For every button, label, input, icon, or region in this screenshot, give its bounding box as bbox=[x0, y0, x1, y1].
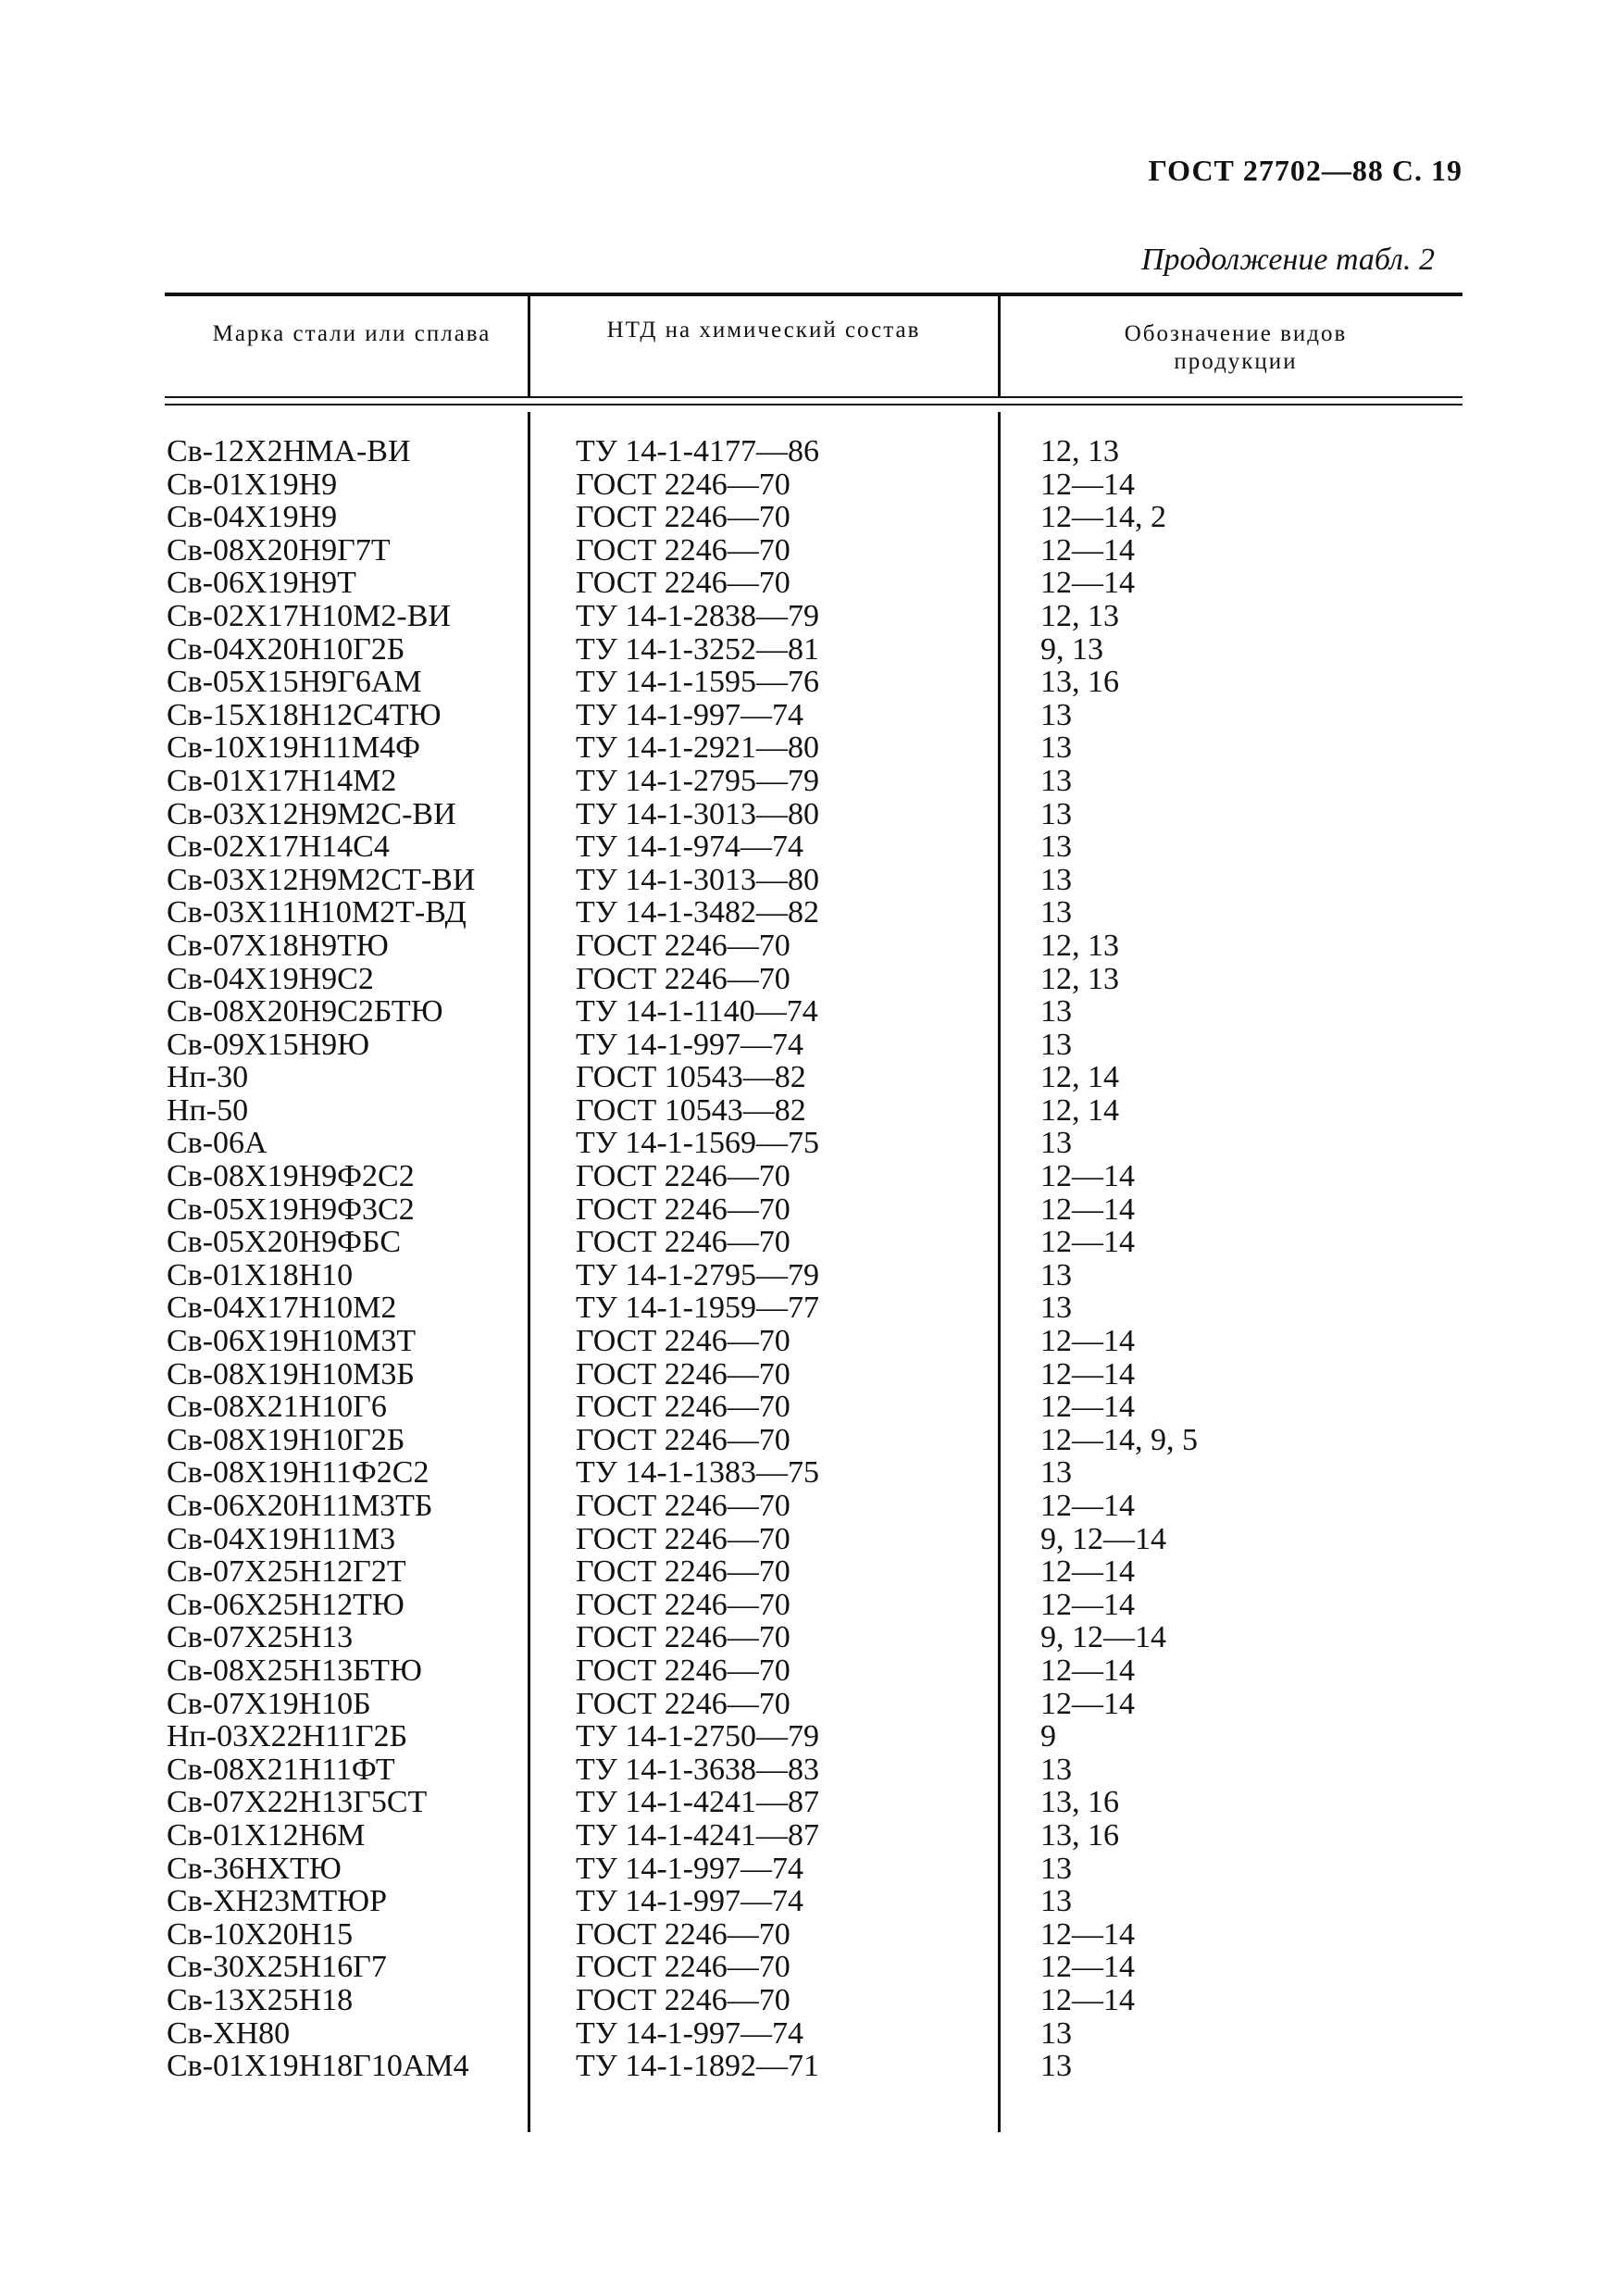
product-types-cell: 12—14 bbox=[1040, 467, 1135, 502]
product-types-cell: 13 bbox=[1040, 862, 1072, 897]
product-types-cell: 12—14 bbox=[1040, 1324, 1135, 1359]
column-divider-1-head bbox=[528, 296, 530, 396]
ntd-cell: ТУ 14-1-4241—87 bbox=[576, 1785, 819, 1820]
grade-cell: Св-06Х20Н11М3ТБ bbox=[167, 1489, 433, 1523]
product-types-cell: 13 bbox=[1040, 830, 1072, 865]
product-types-cell: 13 bbox=[1040, 895, 1072, 930]
product-types-cell: 12—14 bbox=[1040, 1686, 1135, 1721]
grade-cell: Св-30Х25Н16Г7 bbox=[167, 1950, 387, 1985]
ntd-cell: ТУ 14-1-3013—80 bbox=[576, 862, 819, 897]
ntd-cell: ТУ 14-1-2750—79 bbox=[576, 1719, 819, 1754]
ntd-cell: ТУ 14-1-1569—75 bbox=[576, 1126, 819, 1161]
ntd-cell: ГОСТ 2246—70 bbox=[576, 1982, 790, 2017]
ntd-cell: ГОСТ 2246—70 bbox=[576, 1620, 790, 1655]
product-types-cell: 12—14 bbox=[1040, 566, 1135, 601]
ntd-cell: ТУ 14-1-997—74 bbox=[576, 1851, 803, 1886]
column-divider-2-head bbox=[998, 296, 1001, 396]
product-types-cell: 13 bbox=[1040, 763, 1072, 798]
ntd-cell: ГОСТ 2246—70 bbox=[576, 467, 790, 502]
grade-cell: Нп-03Х22Н11Г2Б bbox=[167, 1719, 408, 1754]
product-types-column bbox=[1040, 435, 1457, 2083]
product-types-cell: 13 bbox=[1040, 1027, 1072, 1062]
product-types-cell: 12—14 bbox=[1040, 532, 1135, 568]
product-types-cell: 13 bbox=[1040, 1291, 1072, 1326]
product-types-cell: 12, 13 bbox=[1040, 961, 1119, 996]
grade-cell: Св-05Х15Н9Г6АМ bbox=[167, 665, 422, 700]
ntd-column bbox=[576, 435, 983, 2083]
product-types-cell: 9, 12—14 bbox=[1040, 1521, 1166, 1556]
product-types-cell: 12—14 bbox=[1040, 1587, 1135, 1622]
product-types-cell: 12, 13 bbox=[1040, 598, 1119, 633]
ntd-cell: ТУ 14-1-997—74 bbox=[576, 1884, 803, 1919]
product-types-cell: 13 bbox=[1040, 2049, 1072, 2084]
ntd-cell: ГОСТ 2246—70 bbox=[576, 1356, 790, 1391]
ntd-cell: ГОСТ 10543—82 bbox=[576, 1092, 806, 1128]
grade-cell: Св-01Х17Н14М2 bbox=[167, 763, 397, 798]
grade-cell: Св-02Х17Н10М2-ВИ bbox=[167, 598, 451, 633]
ntd-cell: ТУ 14-1-2795—79 bbox=[576, 763, 819, 798]
product-types-cell: 13, 16 bbox=[1040, 665, 1119, 700]
product-types-cell: 9, 13 bbox=[1040, 631, 1103, 667]
ntd-cell: ТУ 14-1-1959—77 bbox=[576, 1291, 819, 1326]
ntd-cell: ГОСТ 2246—70 bbox=[576, 1225, 790, 1260]
grade-cell: Св-05Х20Н9ФБС bbox=[167, 1225, 401, 1260]
grade-cell: Св-08Х25Н13БТЮ bbox=[167, 1653, 422, 1688]
product-types-cell: 12—14 bbox=[1040, 1982, 1135, 2017]
product-types-cell: 13, 16 bbox=[1040, 1817, 1119, 1853]
grade-cell: Св-08Х19Н11Ф2С2 bbox=[167, 1455, 429, 1491]
product-types-cell: 12—14 bbox=[1040, 1554, 1135, 1590]
product-types-cell: 12, 14 bbox=[1040, 1092, 1119, 1128]
ntd-cell: ТУ 14-1-1595—76 bbox=[576, 665, 819, 700]
product-types-cell: 12—14 bbox=[1040, 1916, 1135, 1952]
table-top-rule bbox=[165, 293, 1462, 296]
grade-cell: Св-06Х19Н9Т bbox=[167, 566, 356, 601]
ntd-cell: ГОСТ 2246—70 bbox=[576, 1587, 790, 1622]
product-types-cell: 13 bbox=[1040, 1257, 1072, 1292]
product-types-cell: 12—14, 9, 5 bbox=[1040, 1422, 1198, 1457]
grade-cell: Св-04Х19Н11М3 bbox=[167, 1521, 396, 1556]
grade-cell: Св-02Х17Н14С4 bbox=[167, 830, 390, 865]
grade-cell: Св-04Х20Н10Г2Б bbox=[167, 631, 405, 667]
grade-cell: Св-01Х19Н18Г10АМ4 bbox=[167, 2049, 469, 2084]
grade-cell: Св-01Х12Н6М bbox=[167, 1817, 366, 1853]
ntd-cell: ГОСТ 2246—70 bbox=[576, 566, 790, 601]
grade-cell: Св-06Х25Н12ТЮ bbox=[167, 1587, 404, 1622]
ntd-cell: ТУ 14-1-3638—83 bbox=[576, 1752, 819, 1787]
product-types-cell: 13 bbox=[1040, 1851, 1072, 1886]
product-types-cell: 13 bbox=[1040, 1455, 1072, 1491]
grade-cell: Св-ХН23МТЮР bbox=[167, 1884, 388, 1919]
grade-cell: Св-10Х19Н11М4Ф bbox=[167, 730, 420, 766]
column-divider-1-body bbox=[528, 412, 530, 2132]
ntd-cell: ТУ 14-1-1383—75 bbox=[576, 1455, 819, 1491]
ntd-cell: ТУ 14-1-3013—80 bbox=[576, 796, 819, 831]
grade-cell: Св-04Х19Н9С2 bbox=[167, 961, 374, 996]
ntd-cell: ТУ 14-1-3252—81 bbox=[576, 631, 819, 667]
ntd-cell: ТУ 14-1-1892—71 bbox=[576, 2049, 819, 2084]
product-types-cell: 13 bbox=[1040, 1884, 1072, 1919]
grade-cell: Св-08Х21Н10Г6 bbox=[167, 1390, 387, 1425]
product-types-cell: 12—14, 2 bbox=[1040, 500, 1166, 535]
product-types-cell: 13 bbox=[1040, 730, 1072, 766]
ntd-cell: ГОСТ 2246—70 bbox=[576, 1324, 790, 1359]
ntd-cell: ГОСТ 2246—70 bbox=[576, 1192, 790, 1227]
grade-cell: Св-03Х12Н9М2СТ-ВИ bbox=[167, 862, 476, 897]
grade-cell: Св-08Х20Н9С2БТЮ bbox=[167, 994, 443, 1029]
product-types-cell: 13 bbox=[1040, 697, 1072, 732]
ntd-cell: ГОСТ 2246—70 bbox=[576, 1422, 790, 1457]
grade-cell: Нп-30 bbox=[167, 1060, 249, 1095]
grade-cell: Св-12Х2НМА-ВИ bbox=[167, 434, 411, 468]
product-types-cell: 12—14 bbox=[1040, 1159, 1135, 1194]
grade-column bbox=[167, 435, 523, 2083]
header-bottom-rule-1 bbox=[165, 396, 1462, 398]
ntd-cell: ТУ 14-1-1140—74 bbox=[576, 994, 818, 1029]
ntd-cell: ГОСТ 2246—70 bbox=[576, 1521, 790, 1556]
ntd-cell: ГОСТ 2246—70 bbox=[576, 1950, 790, 1985]
product-types-cell: 13 bbox=[1040, 994, 1072, 1029]
ntd-cell: ТУ 14-1-2838—79 bbox=[576, 598, 819, 633]
grade-cell: Св-08Х19Н10Г2Б bbox=[167, 1422, 405, 1457]
ntd-cell: ТУ 14-1-4241—87 bbox=[576, 1817, 819, 1853]
product-types-cell: 12—14 bbox=[1040, 1356, 1135, 1391]
product-types-cell: 12—14 bbox=[1040, 1390, 1135, 1425]
ntd-cell: ГОСТ 2246—70 bbox=[576, 1554, 790, 1590]
grade-cell: Св-03Х11Н10М2Т-ВД bbox=[167, 895, 467, 930]
column-header-ntd: НТД на химический состав bbox=[606, 318, 921, 343]
product-types-cell: 12—14 bbox=[1040, 1950, 1135, 1985]
product-types-cell: 12, 14 bbox=[1040, 1060, 1119, 1095]
grade-cell: Св-04Х17Н10М2 bbox=[167, 1291, 397, 1326]
grade-cell: Нп-50 bbox=[167, 1092, 249, 1128]
grade-cell: Св-09Х15Н9Ю bbox=[167, 1027, 370, 1062]
grade-cell: Св-05Х19Н9Ф3С2 bbox=[167, 1192, 415, 1227]
product-types-cell: 13, 16 bbox=[1040, 1785, 1119, 1820]
product-types-cell: 12—14 bbox=[1040, 1489, 1135, 1523]
table-continuation-caption: Продолжение табл. 2 bbox=[1140, 243, 1435, 277]
ntd-cell: ГОСТ 2246—70 bbox=[576, 961, 790, 996]
ntd-cell: ТУ 14-1-2921—80 bbox=[576, 730, 819, 766]
grade-cell: Св-08Х19Н9Ф2С2 bbox=[167, 1159, 415, 1194]
ntd-cell: ГОСТ 2246—70 bbox=[576, 500, 790, 535]
grade-cell: Св-15Х18Н12С4ТЮ bbox=[167, 697, 442, 732]
grade-cell: Св-04Х19Н9 bbox=[167, 500, 338, 535]
product-types-cell: 12—14 bbox=[1040, 1653, 1135, 1688]
ntd-cell: ТУ 14-1-2795—79 bbox=[576, 1257, 819, 1292]
grade-cell: Св-08Х21Н11ФТ bbox=[167, 1752, 395, 1787]
product-types-cell: 12, 13 bbox=[1040, 928, 1119, 963]
grade-cell: Св-06Х19Н10М3Т bbox=[167, 1324, 417, 1359]
grade-cell: Св-08Х20Н9Г7Т bbox=[167, 532, 391, 568]
product-types-cell: 12—14 bbox=[1040, 1225, 1135, 1260]
product-types-cell: 12, 13 bbox=[1040, 434, 1119, 468]
product-types-cell: 12—14 bbox=[1040, 1192, 1135, 1227]
product-types-cell: 13 bbox=[1040, 1126, 1072, 1161]
ntd-cell: ТУ 14-1-4177—86 bbox=[576, 434, 819, 468]
grade-cell: Св-07Х18Н9ТЮ bbox=[167, 928, 389, 963]
grade-cell: Св-07Х19Н10Б bbox=[167, 1686, 371, 1721]
ntd-cell: ТУ 14-1-997—74 bbox=[576, 2015, 803, 2051]
ntd-cell: ГОСТ 2246—70 bbox=[576, 532, 790, 568]
column-divider-2-body bbox=[998, 412, 1001, 2132]
ntd-cell: ТУ 14-1-997—74 bbox=[576, 697, 803, 732]
product-types-cell: 13 bbox=[1040, 1752, 1072, 1787]
ntd-cell: ГОСТ 2246—70 bbox=[576, 1916, 790, 1952]
product-types-cell: 13 bbox=[1040, 796, 1072, 831]
column-header-grade: Марка стали или сплава bbox=[212, 321, 492, 346]
ntd-cell: ГОСТ 2246—70 bbox=[576, 1159, 790, 1194]
grade-cell: Св-07Х25Н13 bbox=[167, 1620, 354, 1655]
column-header-product-types: Обозначение видов продукции bbox=[1124, 321, 1348, 374]
ntd-cell: ТУ 14-1-974—74 bbox=[576, 830, 803, 865]
ntd-cell: ГОСТ 2246—70 bbox=[576, 1489, 790, 1523]
product-types-cell: 13 bbox=[1040, 2015, 1072, 2051]
ntd-cell: ГОСТ 2246—70 bbox=[576, 928, 790, 963]
grade-cell: Св-01Х18Н10 bbox=[167, 1257, 354, 1292]
grade-cell: Св-07Х25Н12Г2Т bbox=[167, 1554, 406, 1590]
header-bottom-rule-2 bbox=[165, 404, 1462, 406]
ntd-cell: ТУ 14-1-3482—82 bbox=[576, 895, 819, 930]
ntd-cell: ГОСТ 2246—70 bbox=[576, 1653, 790, 1688]
grade-cell: Св-03Х12Н9М2С-ВИ bbox=[167, 796, 456, 831]
ntd-cell: ГОСТ 2246—70 bbox=[576, 1686, 790, 1721]
grade-cell: Св-01Х19Н9 bbox=[167, 467, 338, 502]
ntd-cell: ГОСТ 10543—82 bbox=[576, 1060, 806, 1095]
grade-cell: Св-13Х25Н18 bbox=[167, 1982, 354, 2017]
grade-cell: Св-08Х19Н10М3Б bbox=[167, 1356, 415, 1391]
document-code: ГОСТ 27702—88 С. 19 bbox=[1148, 154, 1462, 187]
grade-cell: Св-06А bbox=[167, 1126, 268, 1161]
grade-cell: Св-10Х20Н15 bbox=[167, 1916, 354, 1952]
grade-cell: Св-36НХТЮ bbox=[167, 1851, 342, 1886]
ntd-cell: ТУ 14-1-997—74 bbox=[576, 1027, 803, 1062]
product-types-cell: 9 bbox=[1040, 1719, 1056, 1754]
grade-cell: Св-07Х22Н13Г5СТ bbox=[167, 1785, 428, 1820]
ntd-cell: ГОСТ 2246—70 bbox=[576, 1390, 790, 1425]
product-types-cell: 9, 12—14 bbox=[1040, 1620, 1166, 1655]
grade-cell: Св-ХН80 bbox=[167, 2015, 291, 2051]
